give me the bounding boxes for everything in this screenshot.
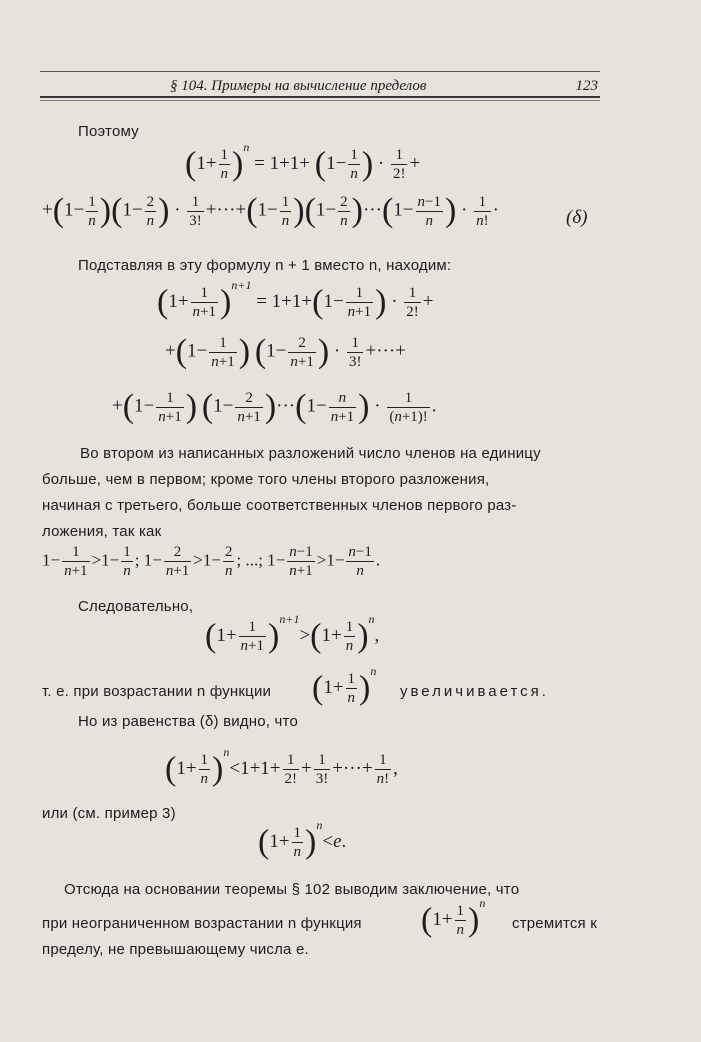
text-or-example: или (см. пример 3): [42, 805, 176, 822]
text-increases: увеличивается.: [400, 683, 549, 700]
equation-n-plus-1-line3: +(1− $\frac{1}{n+1}$ ) (1− $\frac{2}{n+1}$ )···(1− $\frac{n}{n+1}$ ) · $\frac{1}{(n+1)!}$ .: [112, 388, 437, 425]
paragraph-comparison-line4: ложения, так как: [42, 523, 162, 540]
paragraph-comparison-line1: Во втором из написанных разложений число членов на единицу: [80, 445, 541, 462]
page-number: 123: [575, 78, 598, 94]
formula-label-delta: (δ): [566, 207, 588, 228]
paragraph-comparison-line2: больше, чем в первом; кроме того члены второго разложения,: [42, 471, 490, 488]
equation-n-plus-1-line2: +(1− $\frac{1}{n+1}$ ) (1− $\frac{2}{n+1}$ ) · $\frac{1}{3!}$ +···+: [165, 333, 406, 370]
text-therefore: Поэтому: [78, 123, 139, 140]
paragraph-comparison-line3: начиная с третьего, больше соответственных членов первого раз-: [42, 497, 517, 514]
text-consequently: Следовательно,: [78, 598, 194, 615]
final-paragraph-line2a: при неограниченном возрастании n функция: [42, 915, 362, 932]
section-title: § 104. Примеры на вычисление пределов: [170, 78, 427, 94]
equation-monotonic: (1+ $\frac{1}{n+1}$ )$^{n+1}$>(1+ $\frac{1}{n}$ )$^n$,: [205, 612, 380, 655]
text-substituting: Подставляя в эту формулу n + 1 вместо n, находим:: [78, 257, 452, 274]
text-ie-prefix: т. е. при возрастании n функции: [42, 683, 272, 700]
equation-bound-e: (1+ $\frac{1}{n}$ )$^n$<e.: [258, 818, 347, 861]
running-header: [40, 72, 600, 94]
equation-n-plus-1-line1: (1+ $\frac{1}{n+1}$ )$^{n+1}$ = 1+1+(1− $\frac{1}{n+1}$ ) · $\frac{1}{2!}$ +: [157, 278, 434, 321]
equation-inequalities: 1− $\frac{1}{n+1}$ >1− $\frac{1}{n}$ ; 1− $\frac{2}{n+1}$ >1− $\frac{2}{n}$ ; ...; 1− $\frac{n-1}{n+1}$ >1− $\frac{n-1}{n}$ .: [42, 544, 381, 579]
equation-function-inline: (1+ $\frac{1}{n}$ )$^n$: [312, 664, 377, 707]
header-rule-thick: [40, 96, 600, 98]
final-paragraph-line2b: стремится к: [512, 915, 598, 932]
header-rule-thin: [40, 100, 600, 101]
final-paragraph-line3: пределу, не превышающему числа e.: [42, 941, 309, 958]
equation-upper-bound-series: (1+ $\frac{1}{n}$ )$^n$<1+1+ $\frac{1}{2!}$ + $\frac{1}{3!}$ +···+ $\frac{1}{n!}$ ,: [165, 745, 398, 788]
final-paragraph-line1: Отсюда на основании теоремы § 102 выводим заключение, что: [64, 881, 520, 898]
equation-expansion-line2: +(1− $\frac{1}{n}$ )(1− $\frac{2}{n}$ ) · $\frac{1}{3!}$ +···+(1− $\frac{1}{n}$ )(1− $\frac{2}{n}$ )···(1− $\frac{n-1}{n}$ ) · $\frac{1}{n!}$ ·: [42, 192, 499, 229]
text-but-from: Но из равенства (δ) видно, что: [78, 713, 298, 730]
equation-expansion-line1: (1+ $\frac{1}{n}$ )$^n$ = 1+1+ (1− $\frac{1}{n}$ ) · $\frac{1}{2!}$ +: [185, 140, 421, 183]
equation-function-inline-2: (1+ $\frac{1}{n}$ )$^n$: [421, 896, 486, 939]
